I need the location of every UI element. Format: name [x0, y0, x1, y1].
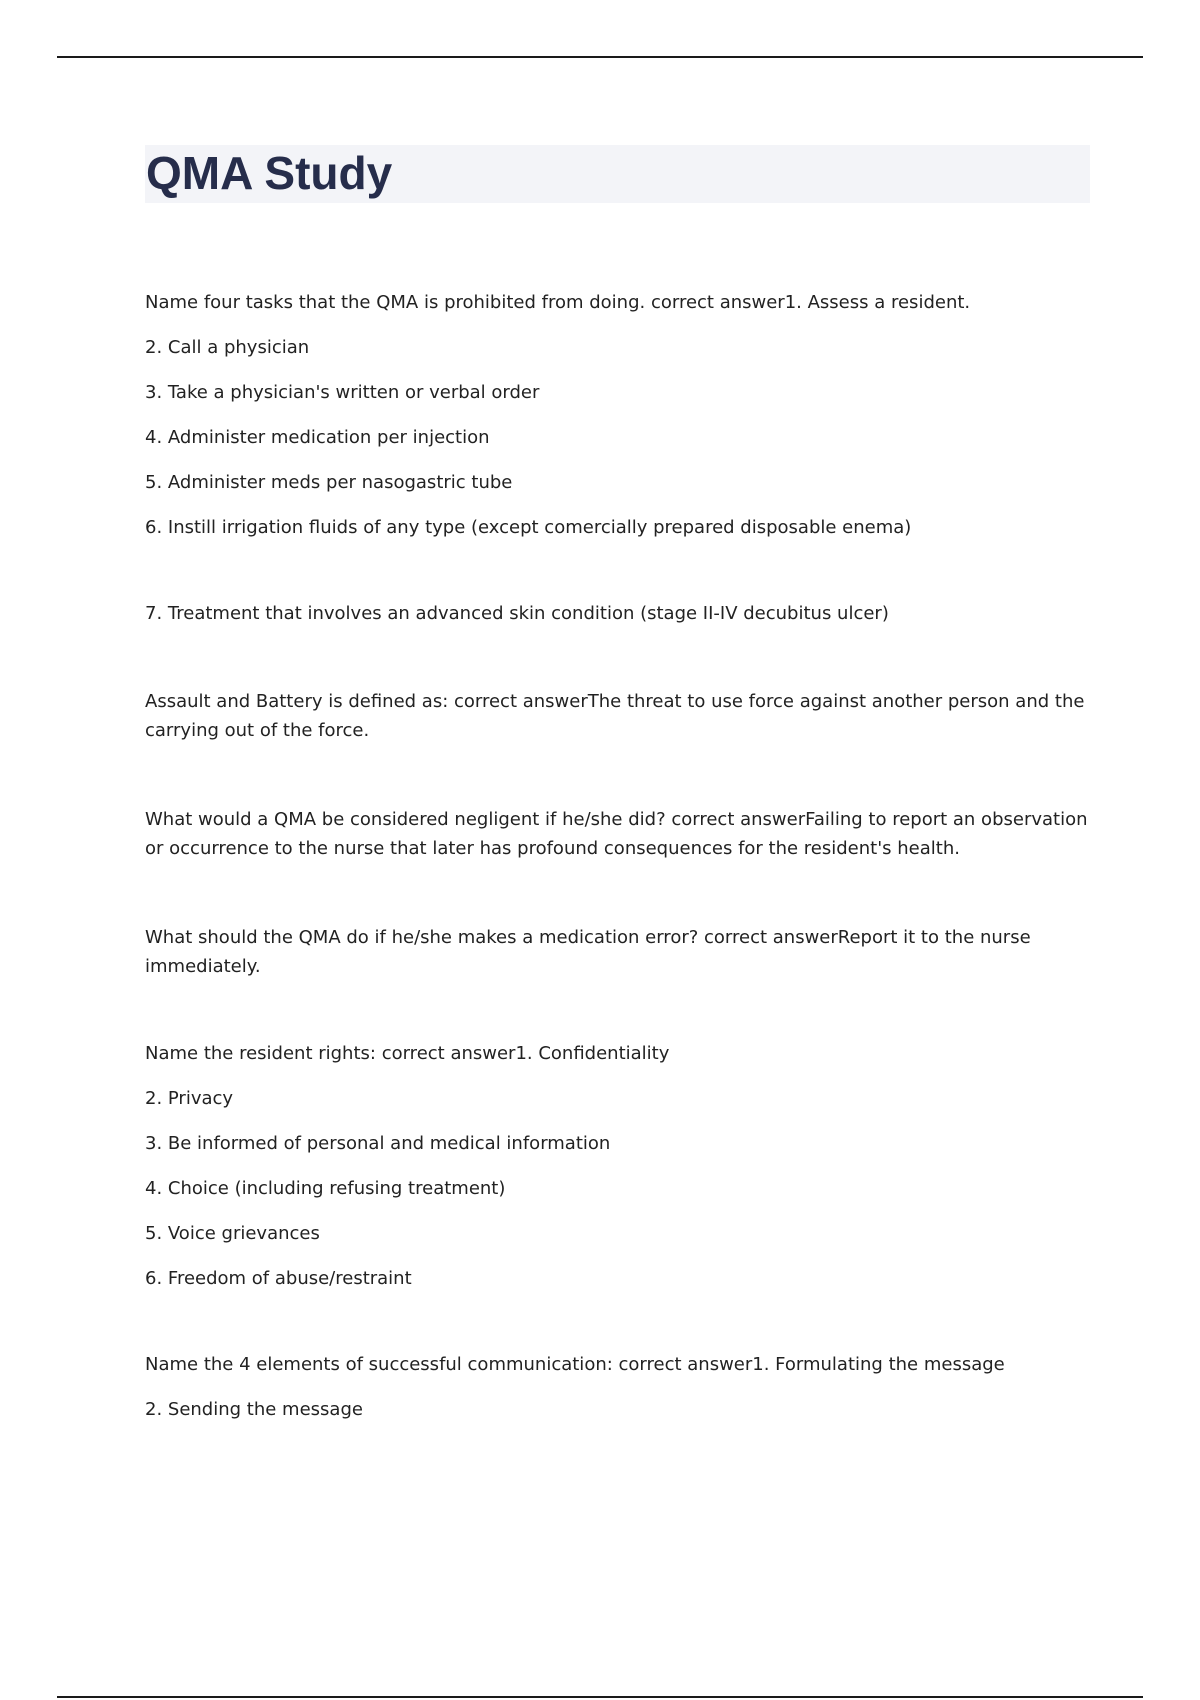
answer-item: 4. Administer medication per injection	[145, 427, 490, 448]
question-paragraph: What should the QMA do if he/she makes a medication error? correct answerReport it to the nurse immediately.	[145, 927, 1031, 977]
top-rule	[57, 56, 1143, 58]
answer-item: 2. Privacy	[145, 1088, 234, 1109]
question-block-negligence	[145, 805, 1090, 863]
question-block-medication-error	[145, 923, 1090, 981]
question-block-prohibited-tasks	[145, 290, 1090, 541]
question-line: Name the resident rights: correct answer1. Confidentiality	[145, 1043, 670, 1064]
answer-item: 7. Treatment that involves an advanced skin condition (stage II-IV decubitus ulcer)	[145, 603, 889, 624]
answer-item: 5. Voice grievances	[145, 1223, 320, 1244]
question-block-assault-battery	[145, 687, 1090, 745]
document-body	[145, 290, 1090, 1483]
answer-item-treatment	[145, 601, 1090, 627]
question-line: Name four tasks that the QMA is prohibited from doing. correct answer1. Assess a resident.	[145, 292, 971, 313]
answer-item: 6. Freedom of abuse/restraint	[145, 1268, 412, 1289]
bottom-rule	[57, 1696, 1143, 1698]
answer-item: 2. Call a physician	[145, 337, 310, 358]
page-title: QMA Study	[146, 147, 393, 199]
answer-item: 5. Administer meds per nasogastric tube	[145, 472, 513, 493]
question-block-resident-rights	[145, 1041, 1090, 1292]
question-paragraph: What would a QMA be considered negligent if he/she did? correct answerFailing to report an observation or occurrence to the nurse that later has profound consequences for the resident's health.	[145, 809, 1088, 859]
answer-item: 3. Take a physician's written or verbal order	[145, 382, 540, 403]
answer-item: 6. Instill irrigation fluids of any type (except comercially prepared disposable enema)	[145, 517, 912, 538]
question-block-communication	[145, 1352, 1090, 1423]
answer-item: 3. Be informed of personal and medical information	[145, 1133, 611, 1154]
answer-item: 4. Choice (including refusing treatment)	[145, 1178, 506, 1199]
question-paragraph: Assault and Battery is defined as: correct answerThe threat to use force against another person and the carrying out of the force.	[145, 691, 1085, 741]
question-line: Name the 4 elements of successful communication: correct answer1. Formulating the message	[145, 1354, 1005, 1375]
answer-item: 2. Sending the message	[145, 1399, 363, 1420]
